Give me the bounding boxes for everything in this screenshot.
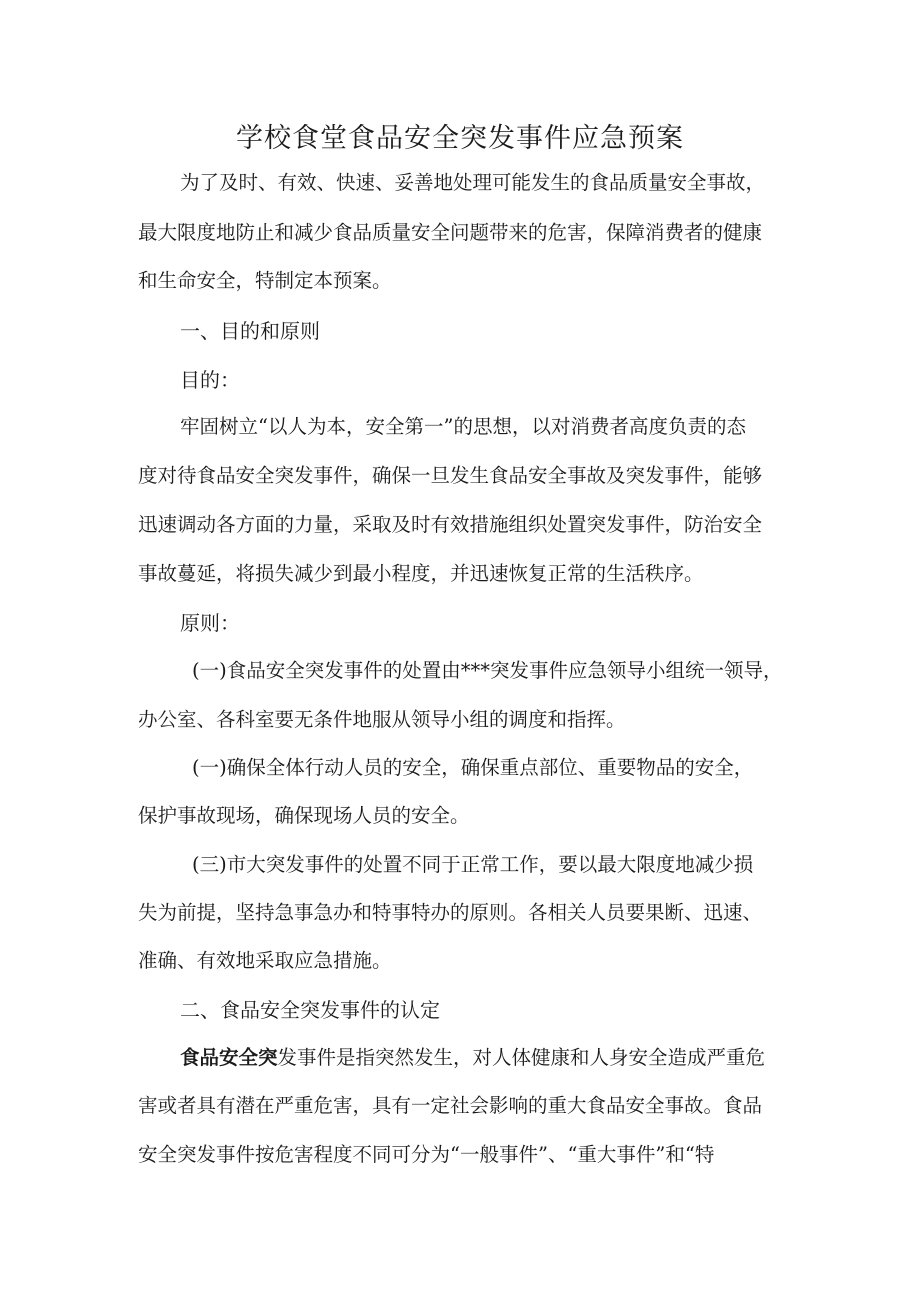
principle-2-line-1: (一)确保全体行动人员的安全，确保重点部位、重要物品的安全， — [192, 756, 754, 779]
purpose-line-4: 事故蔓延，将损失减少到最小程度，并迅速恢复正常的生活秩序。 — [138, 562, 704, 585]
intro-line-2: 最大限度地防止和减少食品质量安全问题带来的危害，保障消费者的健康 — [138, 221, 763, 244]
section1-heading: 一、目的和原则 — [180, 319, 320, 343]
section2-para-line-3: 安全突发事件按危害程度不同可分为“一般事件”、“重大事件”和“特 — [138, 1143, 715, 1166]
purpose-line-3: 迅速调动各方面的力量，采取及时有效措施组织处置突发事件，防治安全 — [138, 513, 763, 536]
section2-bold-lead: 食品安全突 — [180, 1046, 278, 1069]
purpose-line-2: 度对待食品安全突发事件，确保一旦发生食品安全事故及突发事件，能够 — [138, 464, 763, 487]
section2-para-line-2: 害或者具有潜在严重危害，具有一定社会影响的重大食品安全事故。食品 — [138, 1094, 763, 1117]
principle-3-line-3: 准确、有效地采取应急措施。 — [138, 949, 392, 972]
document-title: 学校食堂食品安全突发事件应急预案 — [236, 123, 684, 154]
purpose-label: 目的： — [180, 368, 240, 392]
section2-para-line-1 — [180, 1043, 765, 1073]
section2-heading: 二、食品安全突发事件的认定 — [180, 998, 440, 1022]
purpose-line-1: 牢固树立“以人为本，安全第一”的思想，以对消费者高度负责的态 — [180, 415, 746, 438]
principle-3-line-1: (三)市大突发事件的处置不同于正常工作，要以最大限度地减少损 — [192, 853, 754, 876]
principle-3-line-2: 失为前提，坚持急事急办和特事特办的原则。各相关人员要果断、迅速、 — [138, 901, 763, 924]
section2-para-line-1-rest: 发事件是指突然发生，对人体健康和人身安全造成严重危 — [277, 1046, 766, 1069]
principle-2-line-2: 保护事故现场，确保现场人员的安全。 — [138, 804, 470, 827]
principle-label: 原则： — [180, 611, 240, 635]
intro-line-3: 和生命安全，特制定本预案。 — [138, 269, 392, 292]
principle-1-line-1: (一)食品安全突发事件的处置由***突发事件应急领导小组统一领导， — [192, 659, 783, 682]
intro-line-1: 为了及时、有效、快速、妥善地处理可能发生的食品质量安全事故， — [180, 171, 766, 194]
principle-1-line-2: 办公室、各科室要无条件地服从领导小组的调度和指挥。 — [138, 708, 626, 731]
